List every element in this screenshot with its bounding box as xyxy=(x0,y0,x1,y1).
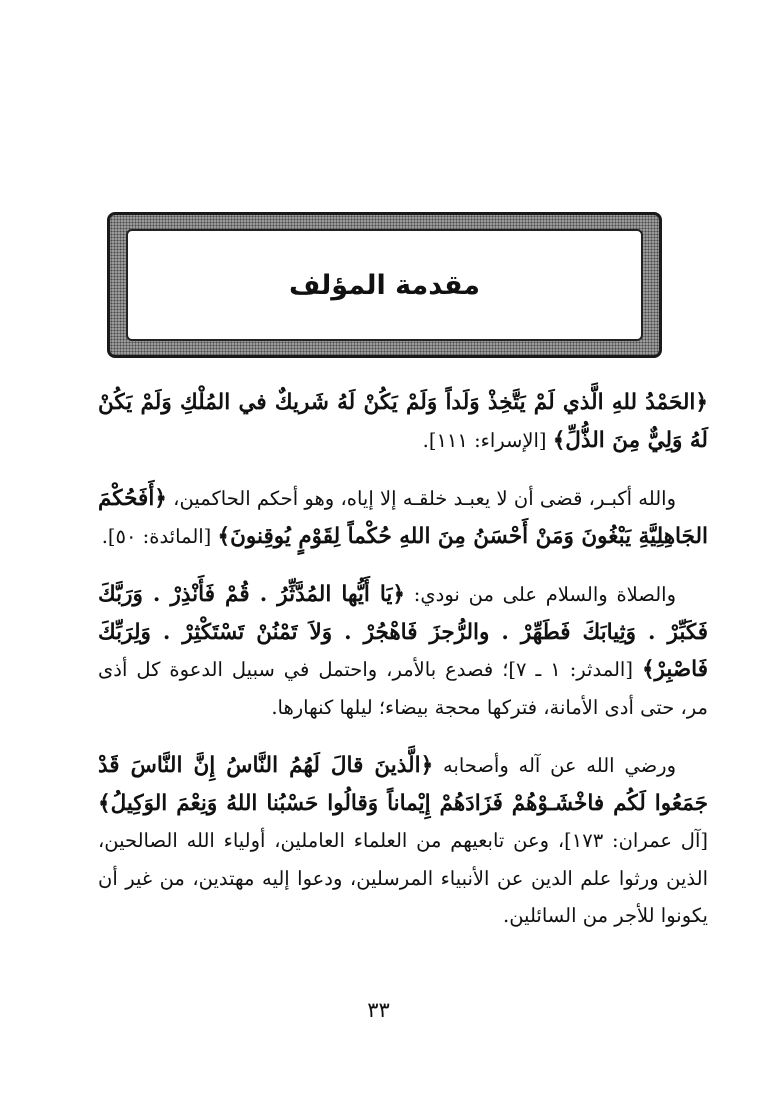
paragraph-tail: [المائدة: ٥٠]. xyxy=(101,524,218,548)
page-title: مقدمة المؤلف xyxy=(289,269,480,301)
title-frame xyxy=(107,212,662,358)
paragraph-tail: [الإسراء: ١١١]. xyxy=(422,428,553,452)
paragraph-tail: [المدثر: ١ ـ ٧]؛ فصدع بالأمر، واحتمل في سبيل الدعوة كل أذى مر، حتى أدى الأمانة، فتركها محجة بيضاء؛ ليلها كنهارها. xyxy=(98,658,708,719)
paragraph-lead: والله أكبـر، قضى أن لا يعبـد خلقـه إلا إياه، وهو أحكم الحاكمين، xyxy=(166,487,676,510)
paragraph-1 xyxy=(98,384,708,459)
quran-quote: ﴿أَفَحُكْمَ الجَاهِلِيَّةِ يَبْغُونَ وَمَنْ أَحْسَنُ مِنَ اللهِ حُكْماً لِقَوْمٍ يُوقِنونَ﴾ xyxy=(98,486,708,549)
paragraph-tail: [آل عمران: ١٧٣]، وعن تابعيهم من العلماء العاملين، أولياء الله الصالحين، الذين ورثوا علم الدين عن الأنبياء المرسلين، ودعوا إليه مهتدين، من غير أن يكونوا للأجر من السائلين. xyxy=(98,829,709,927)
paragraph-lead: والصلاة والسلام على من نودي: xyxy=(405,583,676,606)
paragraph-3 xyxy=(98,576,708,726)
quran-quote: ﴿يَا أَيُّها المُدَّثِّرُ . قُمْ فَأَنْذِرْ . وَرَبَّكَ فَكَبِّرْ . وَثِيابَكَ فَطَهِّرْ . والرُّجزَ فَاهْجُرْ . وَلاَ تَمْنُنْ تَسْتَكْثِرْ . وَلِرَبِّكَ فَاصْبِرْ﴾ xyxy=(98,582,708,682)
paragraph-4 xyxy=(98,747,708,935)
body-text xyxy=(98,384,708,956)
paragraph-2 xyxy=(98,480,708,555)
page-number: ٣٣ xyxy=(367,998,390,1022)
paragraph-lead: ورضي الله عن آله وأصحابه xyxy=(433,754,676,777)
quran-quote: ﴿الَّذينَ قالَ لَهُمُ النَّاسُ إِنَّ النَّاسَ قَدْ جَمَعُوا لَكُم فاخْشَـوْهُمْ فَزَادَهُمْ إِيْماناً وَقالُوا حَسْبُنا اللهُ وَنِعْمَ الوَكِيلُ﴾ xyxy=(98,753,708,816)
title-box xyxy=(126,229,643,341)
quran-quote: ﴿الحَمْدُ للهِ الَّذي لَمْ يَتَّخِذْ وَلَداً وَلَمْ يَكُنْ لَهُ شَريكٌ في المُلْكِ وَلَمْ يَكُنْ لَهُ وَلِيٌّ مِنَ الذُّلِّ﴾ xyxy=(98,390,708,453)
